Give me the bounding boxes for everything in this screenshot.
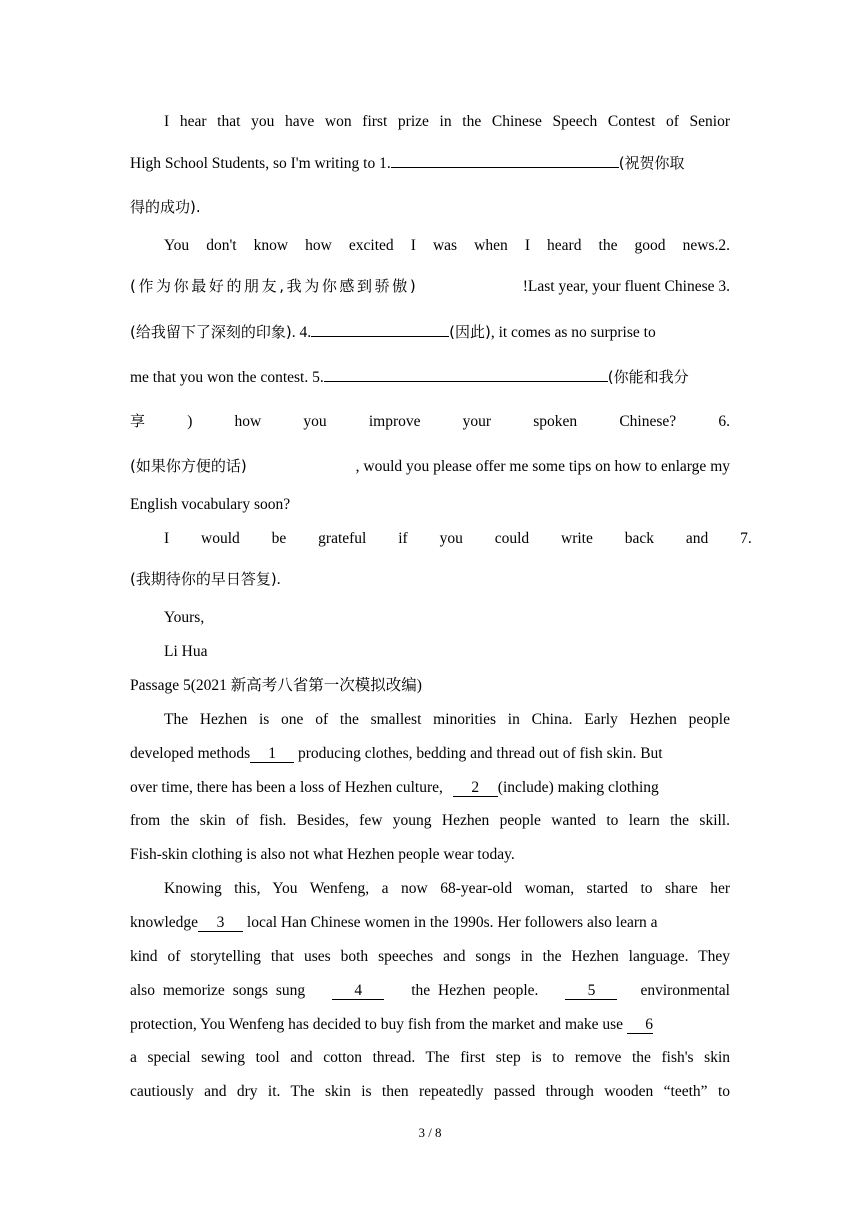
letter-line-4 xyxy=(164,236,730,256)
letter-line-3 xyxy=(130,197,730,218)
text: Chinese? xyxy=(619,413,677,430)
answer-blank-1[interactable] xyxy=(391,152,619,168)
text: . xyxy=(276,571,281,588)
letter-line-1 xyxy=(164,112,730,132)
text: English vocabulary soon? xyxy=(130,496,291,513)
letter-line-12 xyxy=(130,569,730,590)
letter-line-5 xyxy=(130,276,730,297)
passage-line xyxy=(164,879,730,899)
text: , it comes as no surprise to xyxy=(490,324,656,341)
text: improve xyxy=(368,413,421,430)
text: Fish-skin clothing is also not what Hezhen people wear today. xyxy=(130,846,515,863)
passage-line xyxy=(130,778,730,798)
answer-blank-3[interactable]: 3 xyxy=(198,914,243,932)
passage-heading xyxy=(130,676,730,696)
answer-blank-4[interactable]: 4 xyxy=(332,982,384,1000)
answer-blank-5[interactable]: 5 xyxy=(565,982,617,1000)
text: producing clothes, bedding and thread out of fish skin. But xyxy=(294,745,663,762)
chinese-prompt-1-cont: 得的成功). xyxy=(130,198,201,216)
letter-line-10 xyxy=(130,495,730,515)
letter-closing xyxy=(164,608,730,628)
text: the Hezhen people. xyxy=(403,982,547,999)
text: ) xyxy=(187,413,193,430)
chinese-prompt-5-cont: 享 xyxy=(130,412,146,430)
text: 6. xyxy=(718,413,730,430)
passage-line xyxy=(130,1015,730,1035)
text: Li Hua xyxy=(164,643,208,660)
text: me that you won the contest. 5. xyxy=(130,369,324,386)
text: . 4. xyxy=(291,324,312,341)
chinese-prompt-3: (给我留下了深刻的印象) xyxy=(130,323,292,341)
chinese-prompt-4: (因此) xyxy=(449,323,491,341)
text: over time, there has been a loss of Hezhen culture, xyxy=(130,779,447,796)
text: local Han Chinese women in the 1990s. Her followers also learn a xyxy=(243,914,658,931)
answer-blank-2[interactable]: 2 xyxy=(453,779,498,797)
letter-line-6 xyxy=(130,321,730,343)
text: cautiously and dry it. The skin is then repeatedly passed through wooden “teeth” to xyxy=(130,1083,730,1100)
answer-blank-6[interactable]: 6 xyxy=(627,1016,653,1034)
text: The Hezhen is one of the smallest minorities in China. Early Hezhen people xyxy=(164,711,730,728)
chinese-prompt-6: (如果你方便的话) xyxy=(130,457,247,475)
heading-text: Passage 5(2021 新高考八省第一次模拟改编) xyxy=(130,677,422,694)
answer-blank-4[interactable] xyxy=(311,321,449,337)
passage-line xyxy=(130,744,730,764)
passage-line xyxy=(130,947,730,967)
chinese-prompt-5: (你能和我分 xyxy=(607,368,689,386)
text: I hear that you have won first prize in the Chinese Speech Contest of Senior xyxy=(164,113,730,130)
chinese-prompt-2: (作为你最好的朋友,我为你感到骄傲) xyxy=(130,277,419,295)
text: a special sewing tool and cotton thread. The first step is to remove the fish's skin xyxy=(130,1049,730,1066)
text: from the skin of fish. Besides, few young Hezhen people wanted to learn the skill. xyxy=(130,812,730,829)
text: also memorize songs sung xyxy=(130,982,314,999)
chinese-prompt-1: (祝贺你取 xyxy=(618,154,685,172)
passage-line xyxy=(164,710,730,730)
passage-line xyxy=(130,811,730,831)
answer-blank-1[interactable]: 1 xyxy=(250,745,294,763)
answer-blank-5[interactable] xyxy=(324,366,608,382)
page-number: 3 / 8 xyxy=(418,1125,442,1140)
text: I would be grateful if you could write back and 7. xyxy=(164,530,752,547)
passage-line xyxy=(130,1048,730,1068)
text: (include) making clothing xyxy=(497,779,659,796)
text: environmental xyxy=(636,982,730,999)
text: how xyxy=(234,413,262,430)
text: Knowing this, You Wenfeng, a now 68-year-old woman, started to share her xyxy=(164,880,730,897)
text: protection, You Wenfeng has decided to buy fish from the market and make use xyxy=(130,1016,627,1033)
text: You don't know how excited I was when I heard the good news.2. xyxy=(164,237,730,254)
chinese-prompt-7: (我期待你的早日答复) xyxy=(130,570,277,588)
text: spoken xyxy=(533,413,578,430)
text: High School Students, so I'm writing to 1. xyxy=(130,155,391,172)
passage-line xyxy=(130,1082,730,1102)
passage-line xyxy=(130,845,730,865)
text: knowledge xyxy=(130,914,199,931)
letter-line-9 xyxy=(130,456,730,477)
letter-line-8 xyxy=(130,411,730,432)
passage-line xyxy=(130,913,730,933)
letter-signature xyxy=(164,642,730,662)
passage-line xyxy=(130,981,730,1001)
text: , would you please offer me some tips on how to enlarge my xyxy=(355,458,730,475)
text: developed methods xyxy=(130,745,251,762)
letter-line-7 xyxy=(130,366,730,388)
letter-line-11 xyxy=(164,529,752,549)
text: Yours, xyxy=(164,609,205,626)
text: you xyxy=(303,413,327,430)
text: kind of storytelling that uses both speeches and songs in the Hezhen language. They xyxy=(130,948,730,965)
text: your xyxy=(462,413,492,430)
text: !Last year, your fluent Chinese 3. xyxy=(522,278,730,295)
letter-line-2 xyxy=(130,152,730,174)
